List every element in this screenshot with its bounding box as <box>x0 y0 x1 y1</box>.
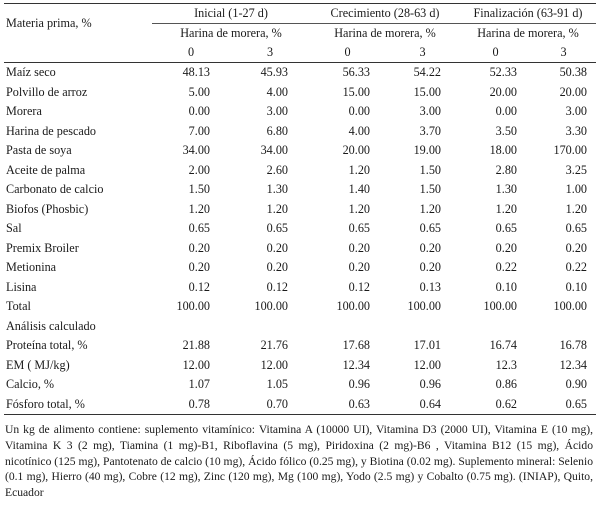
row-label: Pasta de soya <box>6 143 72 158</box>
table-cell: 1.50 <box>419 162 441 177</box>
table-cell: 19.00 <box>413 143 441 158</box>
table-cell: 0.65 <box>188 221 210 236</box>
table-cell: 52.33 <box>489 65 517 80</box>
table-cell: 1.20 <box>348 162 370 177</box>
table-cell: 0.90 <box>565 377 587 392</box>
table-cell: 12.00 <box>182 357 210 372</box>
table-row <box>4 395 596 415</box>
level-header: 3 <box>385 43 460 63</box>
table-cell: 12.34 <box>342 357 370 372</box>
table-cell: 5.00 <box>188 84 210 99</box>
row-label: Total <box>6 299 31 314</box>
level-header: 0 <box>152 43 230 63</box>
table-cell: 0.10 <box>495 279 517 294</box>
feed-composition-table <box>4 3 596 415</box>
table-row <box>4 122 596 142</box>
table-cell: 3.70 <box>419 123 441 138</box>
table-cell: 0.62 <box>460 395 531 415</box>
table-cell: 1.40 <box>348 182 370 197</box>
table-row <box>4 239 596 259</box>
table-cell: 3.25 <box>565 162 587 177</box>
table-cell: 0.20 <box>348 260 370 275</box>
table-cell: 2.80 <box>495 162 517 177</box>
table-cell: 1.07 <box>188 377 210 392</box>
subheader-harina-morera: Harina de morera, % <box>477 26 579 40</box>
table-cell: 0.20 <box>266 260 288 275</box>
row-label: Maíz seco <box>6 65 56 80</box>
table-row <box>4 336 596 356</box>
row-label: Calcio, % <box>6 377 55 392</box>
table-row <box>4 317 596 337</box>
table-cell: 0.20 <box>419 240 441 255</box>
table-cell: 0.64 <box>385 395 460 415</box>
subheader-harina-morera: Harina de morera, % <box>180 26 282 40</box>
table-cell: 4.00 <box>266 84 288 99</box>
table-cell: 0.96 <box>348 377 370 392</box>
table-cell: 2.00 <box>188 162 210 177</box>
subheader-harina-morera: Harina de morera, % <box>334 26 436 40</box>
table-cell: 1.20 <box>495 201 517 216</box>
table-cell: 0.20 <box>266 240 288 255</box>
table-cell: 56.33 <box>342 65 370 80</box>
table-row <box>4 161 596 181</box>
table-cell: 0.20 <box>419 260 441 275</box>
level-header: 3 <box>531 43 596 63</box>
table-cell: 0.10 <box>565 279 587 294</box>
table-cell: 1.20 <box>419 201 441 216</box>
table-cell: 0.65 <box>495 221 517 236</box>
table-row <box>4 141 596 161</box>
table-cell: 0.65 <box>565 221 587 236</box>
table-cell: 0.12 <box>188 279 210 294</box>
table-cell <box>310 317 385 337</box>
table-cell: 0.22 <box>565 260 587 275</box>
table-cell: 1.20 <box>348 201 370 216</box>
table-row <box>4 258 596 278</box>
table-cell: 3.00 <box>419 104 441 119</box>
table-cell: 1.00 <box>565 182 587 197</box>
row-label: Premix Broiler <box>6 240 79 255</box>
table-cell: 12.00 <box>260 357 288 372</box>
table-cell: 20.00 <box>489 84 517 99</box>
table-cell: 170.00 <box>553 143 587 158</box>
table-cell: 100.00 <box>336 299 370 314</box>
table-cell: 1.50 <box>188 182 210 197</box>
row-label: Fósforo total, % <box>4 395 152 415</box>
table-cell: 0.65 <box>348 221 370 236</box>
table-cell: 100.00 <box>553 299 587 314</box>
table-row <box>4 180 596 200</box>
table-cell: 3.00 <box>266 104 288 119</box>
table-cell: 17.01 <box>413 338 441 353</box>
table-cell: 0.12 <box>348 279 370 294</box>
table-cell: 15.00 <box>413 84 441 99</box>
table-cell: 2.60 <box>266 162 288 177</box>
table-cell <box>230 317 310 337</box>
table-cell <box>531 317 596 337</box>
row-label: Polvillo de arroz <box>6 84 88 99</box>
row-label: Lisina <box>6 279 37 294</box>
table-cell: 0.65 <box>419 221 441 236</box>
table-cell: 100.00 <box>254 299 288 314</box>
table-cell: 16.78 <box>559 338 587 353</box>
table-cell: 100.00 <box>407 299 441 314</box>
table-cell: 0.20 <box>565 240 587 255</box>
table-cell: 100.00 <box>483 299 517 314</box>
table-cell: 3.50 <box>495 123 517 138</box>
table-row <box>4 375 596 395</box>
row-label: EM ( MJ/kg) <box>6 357 70 372</box>
table-cell: 0.20 <box>495 240 517 255</box>
header-materia-prima: Materia prima, % <box>4 4 152 44</box>
table-cell: 0.86 <box>495 377 517 392</box>
table-cell: 0.20 <box>188 260 210 275</box>
table-cell <box>385 317 460 337</box>
table-row <box>4 63 596 83</box>
table-cell: 1.30 <box>266 182 288 197</box>
table-cell: 0.00 <box>188 104 210 119</box>
table-cell: 1.20 <box>565 201 587 216</box>
table-cell: 15.00 <box>342 84 370 99</box>
header-row-levels <box>4 43 596 63</box>
table-cell: 7.00 <box>188 123 210 138</box>
table-cell: 17.68 <box>342 338 370 353</box>
row-label: Sal <box>6 221 22 236</box>
table-row <box>4 102 596 122</box>
table-cell: 21.76 <box>260 338 288 353</box>
table-cell: 1.20 <box>266 201 288 216</box>
table-cell: 1.30 <box>495 182 517 197</box>
table-cell: 3.00 <box>565 104 587 119</box>
table-cell: 0.22 <box>495 260 517 275</box>
row-label: Carbonato de calcio <box>6 182 104 197</box>
table-cell: 54.22 <box>413 65 441 80</box>
table-cell: 0.65 <box>531 395 596 415</box>
table-cell: 1.20 <box>188 201 210 216</box>
table-cell: 50.38 <box>559 65 587 80</box>
table-cell: 0.96 <box>419 377 441 392</box>
row-label: Análisis calculado <box>6 318 96 333</box>
level-header: 0 <box>310 43 385 63</box>
table-cell: 0.12 <box>266 279 288 294</box>
table-cell: 0.00 <box>348 104 370 119</box>
table-cell: 0.13 <box>419 279 441 294</box>
table-cell: 16.74 <box>489 338 517 353</box>
row-label: Morera <box>6 104 42 119</box>
table-cell: 34.00 <box>182 143 210 158</box>
table-cell: 21.88 <box>182 338 210 353</box>
table-cell: 6.80 <box>266 123 288 138</box>
table-cell <box>152 317 230 337</box>
table-cell: 0.20 <box>348 240 370 255</box>
header-row-groups <box>4 4 596 24</box>
group-header-crecimiento: Crecimiento (28-63 d) <box>310 4 460 24</box>
table-cell: 12.3 <box>495 357 517 372</box>
table-cell <box>460 317 531 337</box>
table-cell: 0.65 <box>266 221 288 236</box>
table-cell: 0.63 <box>310 395 385 415</box>
table-cell: 0.70 <box>230 395 310 415</box>
table-footnote: Un kg de alimento contiene: suplemento vitamínico: Vitamina A (10000 UI), Vitamina D3 (2000 UI), Vitamina E (10 mg), Vitamina K 3 (2 mg), Tiamina (1 mg)-B1, Riboflavina (5 mg), Piridoxina (2 mg)-B6 , Vitamina B12 (15 mg), Ácido nicotínico (125 mg), Pantotenato de calcio (10 mg), Ácido fólico (0.25 mg), y Biotina (0.02 mg). Suplemento mineral: Selenio (0.1 mg), Hierro (40 mg), Cobre (12 mg), Zinc (120 mg), Mg (100 mg), Yodo (2.5 mg) y Cobalto (0.75 mg). (INIAP), Quito, Ecuador <box>5 423 593 500</box>
table-cell: 45.93 <box>260 65 288 80</box>
table-row <box>4 297 596 317</box>
table-cell: 0.20 <box>188 240 210 255</box>
table-cell: 1.05 <box>266 377 288 392</box>
row-label: Proteína total, % <box>6 338 88 353</box>
group-header-inicial: Inicial (1-27 d) <box>152 4 310 24</box>
table-cell: 12.34 <box>559 357 587 372</box>
table-cell: 20.00 <box>559 84 587 99</box>
table-row <box>4 200 596 220</box>
table-row <box>4 219 596 239</box>
table-row <box>4 83 596 103</box>
row-label: Biofos (Phosbic) <box>6 201 89 216</box>
table-body <box>4 63 596 415</box>
row-label: Metionina <box>6 260 57 275</box>
table-cell: 0.00 <box>495 104 517 119</box>
level-header: 3 <box>230 43 310 63</box>
table-cell: 12.00 <box>413 357 441 372</box>
level-header: 0 <box>460 43 531 63</box>
table-cell: 0.78 <box>152 395 230 415</box>
table-cell: 3.30 <box>565 123 587 138</box>
table-cell: 100.00 <box>176 299 210 314</box>
table-row <box>4 356 596 376</box>
table-cell: 4.00 <box>348 123 370 138</box>
row-label: Aceite de palma <box>6 162 86 177</box>
table-cell: 48.13 <box>182 65 210 80</box>
table-cell: 18.00 <box>489 143 517 158</box>
table-cell: 1.50 <box>419 182 441 197</box>
table-cell: 34.00 <box>260 143 288 158</box>
table-cell: 20.00 <box>342 143 370 158</box>
row-label: Harina de pescado <box>6 123 97 138</box>
table-row <box>4 278 596 298</box>
group-header-finalizacion: Finalización (63-91 d) <box>460 4 596 24</box>
